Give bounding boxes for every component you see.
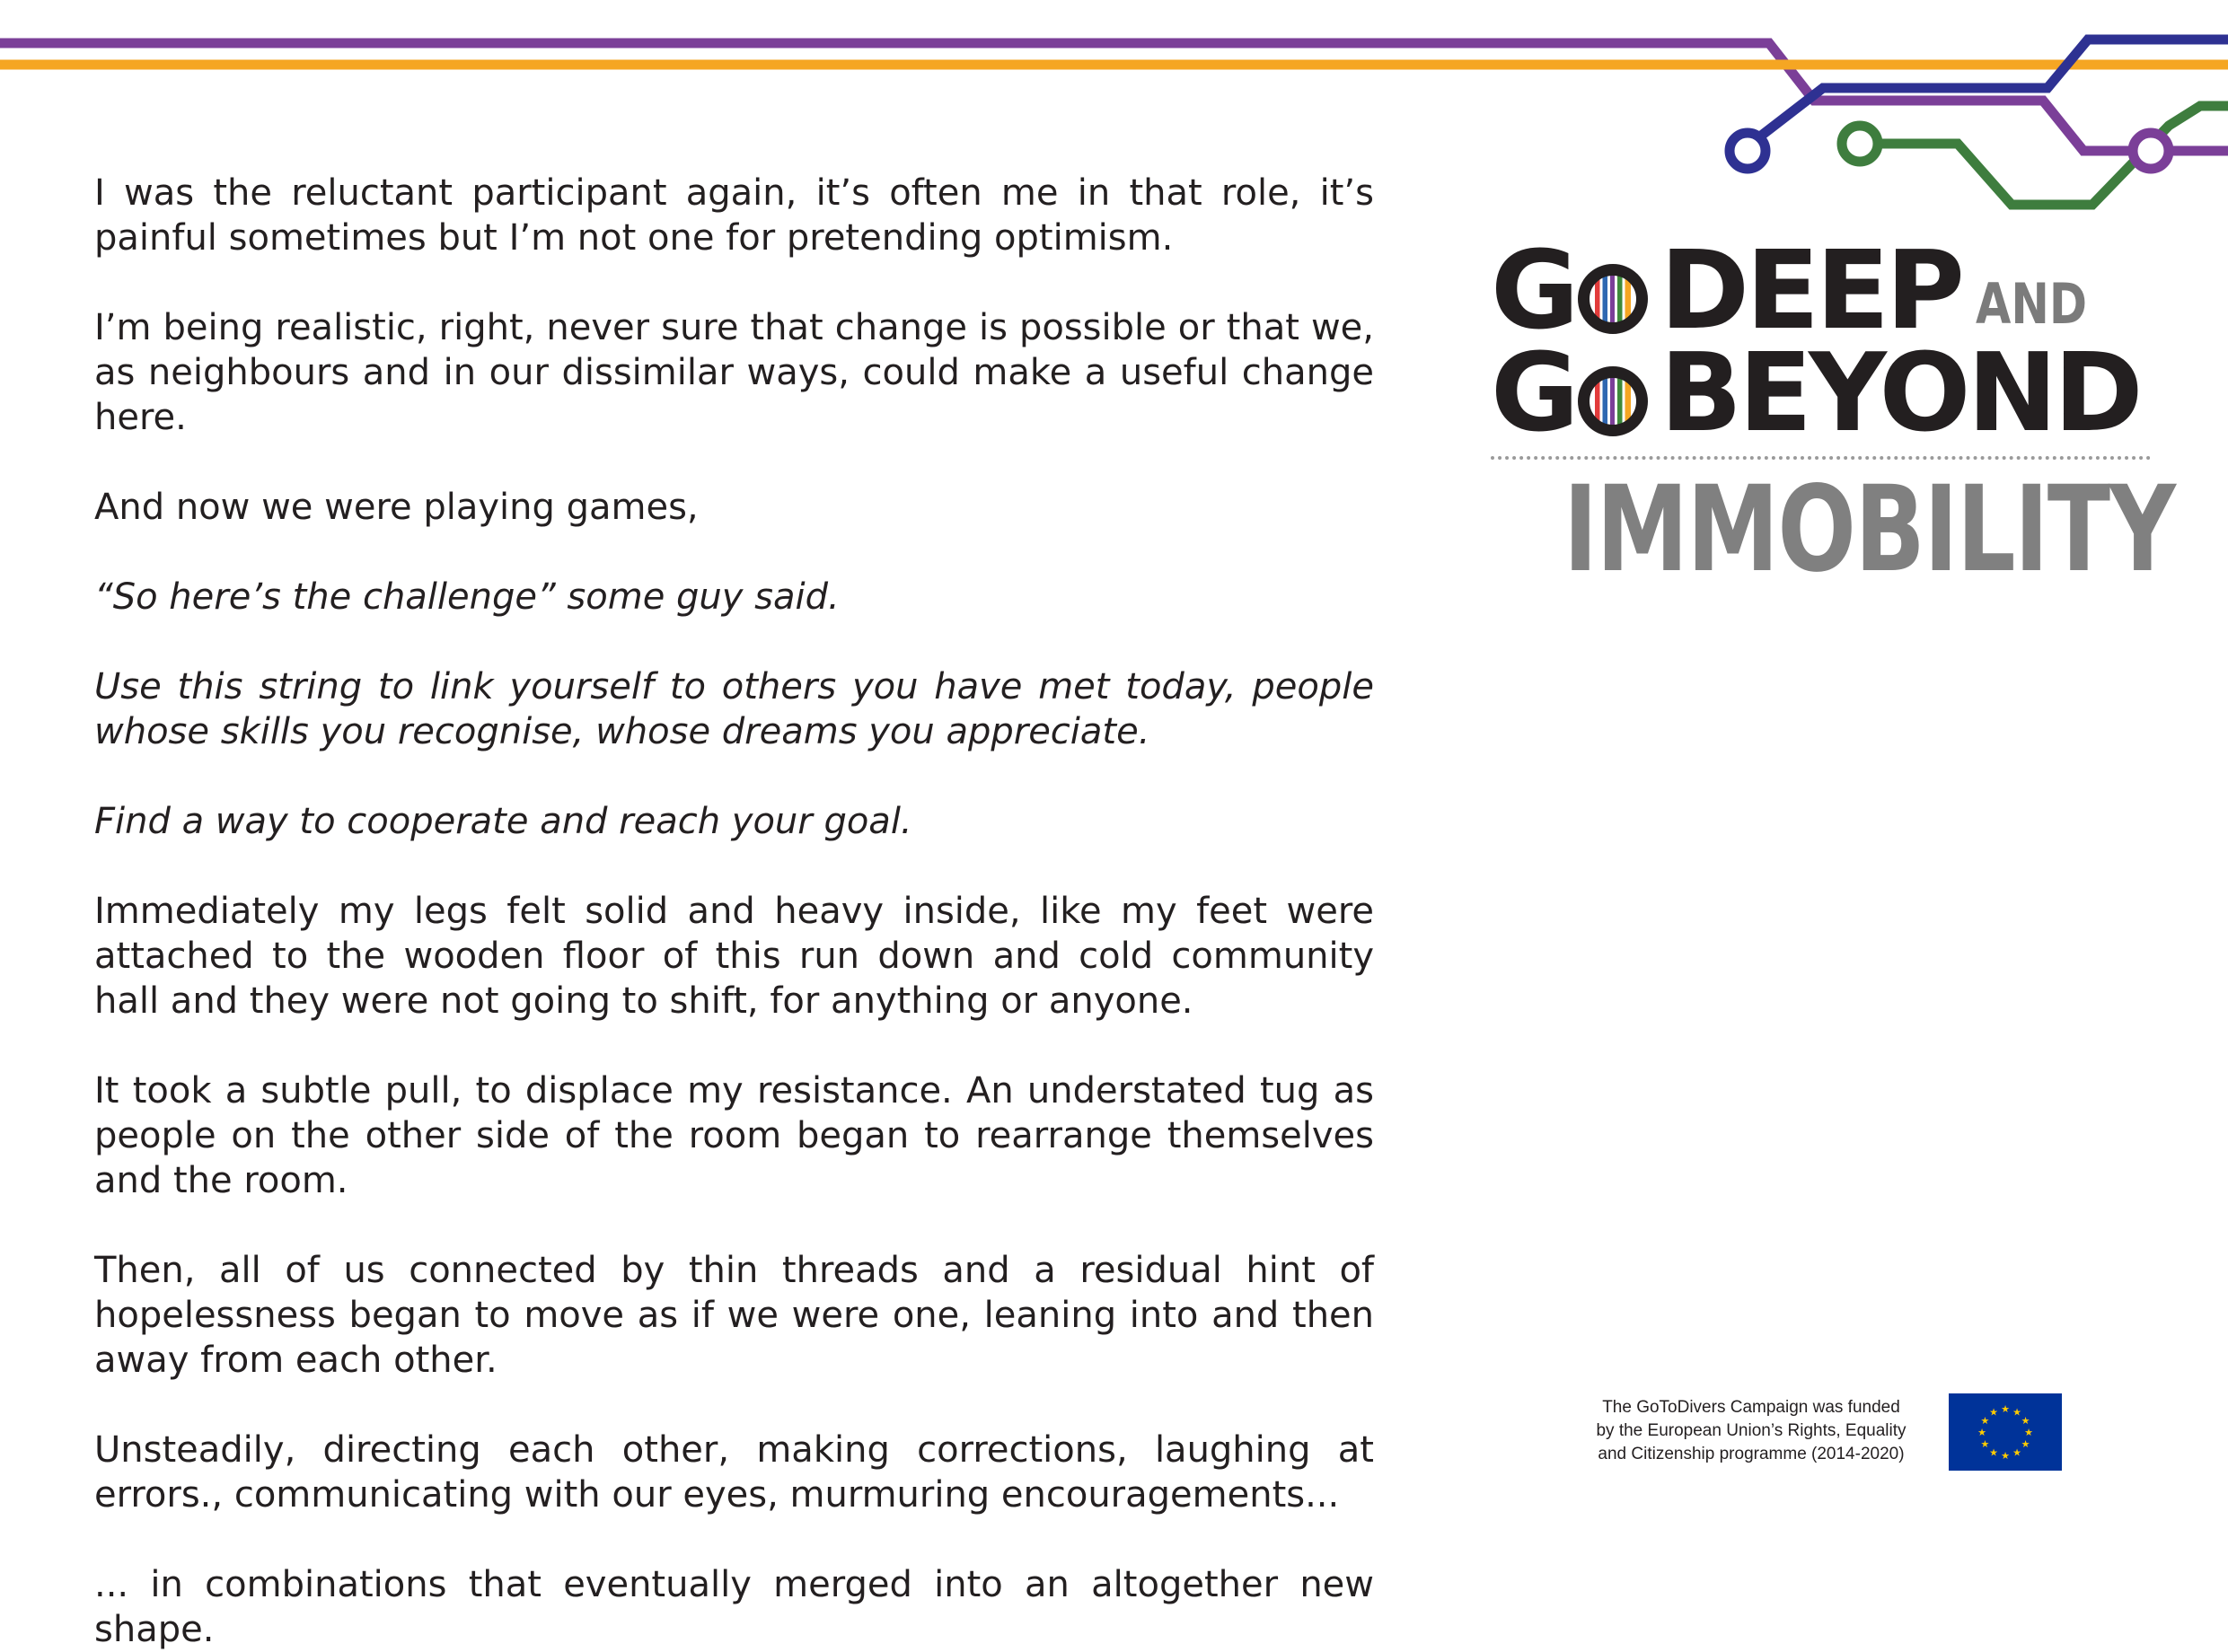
navy-station-icon bbox=[1730, 133, 1766, 169]
title-divider bbox=[1491, 456, 2151, 460]
title-word-deep: DEEP bbox=[1660, 229, 1962, 354]
story-paragraph: I was the reluctant participant again, it’s often me in that role, it’s painful sometimes but I’m not one for pretending optimism. bbox=[94, 172, 1374, 259]
story-text bbox=[94, 171, 1374, 1652]
title-word-and: AND bbox=[1976, 271, 2088, 337]
eu-star-icon: ★ bbox=[2001, 1404, 2010, 1415]
eu-star-icon: ★ bbox=[2012, 1407, 2021, 1419]
navy-line bbox=[1760, 40, 2228, 136]
eu-star-icon: ★ bbox=[1980, 1439, 1990, 1450]
eu-star-icon: ★ bbox=[1977, 1428, 1986, 1438]
title-line-go-deep bbox=[1491, 229, 2155, 354]
green-station-icon bbox=[1842, 126, 1878, 162]
story-paragraph: I’m being realistic, right, never sure that change is possible or that we, as neighbours and in our dissimilar ways, could make a useful change here. bbox=[94, 307, 1374, 438]
striped-o-icon bbox=[1578, 264, 1648, 334]
campaign-title bbox=[1491, 229, 2175, 599]
story-paragraph-quote: “So here’s the challenge” some guy said. bbox=[94, 576, 840, 618]
funding-line: and Citizenship programme (2014-2020) bbox=[1598, 1445, 1905, 1463]
funding-line: The GoToDivers Campaign was funded bbox=[1602, 1398, 1900, 1417]
funding-notice bbox=[1563, 1396, 1940, 1466]
story-paragraph-quote: Find a way to cooperate and reach your goal. bbox=[94, 801, 912, 842]
title-line-go-beyond bbox=[1491, 331, 2155, 456]
story-paragraph: Then, all of us connected by thin threads and a residual hint of hopelessness began to move as if we were one, leaning into and then away from each other. bbox=[94, 1250, 1374, 1381]
eu-star-icon: ★ bbox=[2001, 1451, 2010, 1462]
eu-star-icon: ★ bbox=[2024, 1428, 2033, 1438]
eu-star-icon: ★ bbox=[2021, 1439, 2030, 1450]
page-subtitle: IMMOBILITY bbox=[1563, 461, 2175, 599]
funding-line: by the European Union’s Rights, Equality bbox=[1596, 1421, 1907, 1440]
story-paragraph: It took a subtle pull, to displace my resistance. An understated tug as people on the other side of the room began to rearrange themselves and the room. bbox=[94, 1070, 1374, 1201]
title-go-letter: G bbox=[1491, 331, 1576, 456]
eu-star-icon: ★ bbox=[1989, 1447, 1998, 1459]
eu-star-icon: ★ bbox=[1989, 1407, 1998, 1419]
story-paragraph-quote: Use this string to link yourself to others you have met today, people whose skills you recognise, whose dreams you appreciate. bbox=[94, 666, 1374, 752]
story-paragraph: Unsteadily, directing each other, making corrections, laughing at errors., communicating with our eyes, murmuring encouragements... bbox=[94, 1429, 1374, 1516]
striped-o-icon bbox=[1578, 366, 1648, 436]
eu-star-icon: ★ bbox=[2012, 1447, 2021, 1459]
story-paragraph: ... in combinations that eventually merged into an altogether new shape. bbox=[94, 1564, 1374, 1650]
purple-line bbox=[0, 43, 2151, 151]
eu-flag-icon bbox=[1949, 1393, 2062, 1471]
story-paragraph: Immediately my legs felt solid and heavy inside, like my feet were attached to the wooden floor of this run down and cold community hall and they were not going to shift, for anything or anyone. bbox=[94, 891, 1374, 1022]
eu-star-icon: ★ bbox=[2021, 1416, 2030, 1427]
story-paragraph: And now we were playing games, bbox=[94, 487, 699, 528]
eu-star-icon: ★ bbox=[1980, 1416, 1990, 1427]
title-go-letter: G bbox=[1491, 229, 1576, 354]
title-word-beyond: BEYOND bbox=[1660, 331, 2140, 456]
purple-station-icon bbox=[2133, 133, 2169, 169]
